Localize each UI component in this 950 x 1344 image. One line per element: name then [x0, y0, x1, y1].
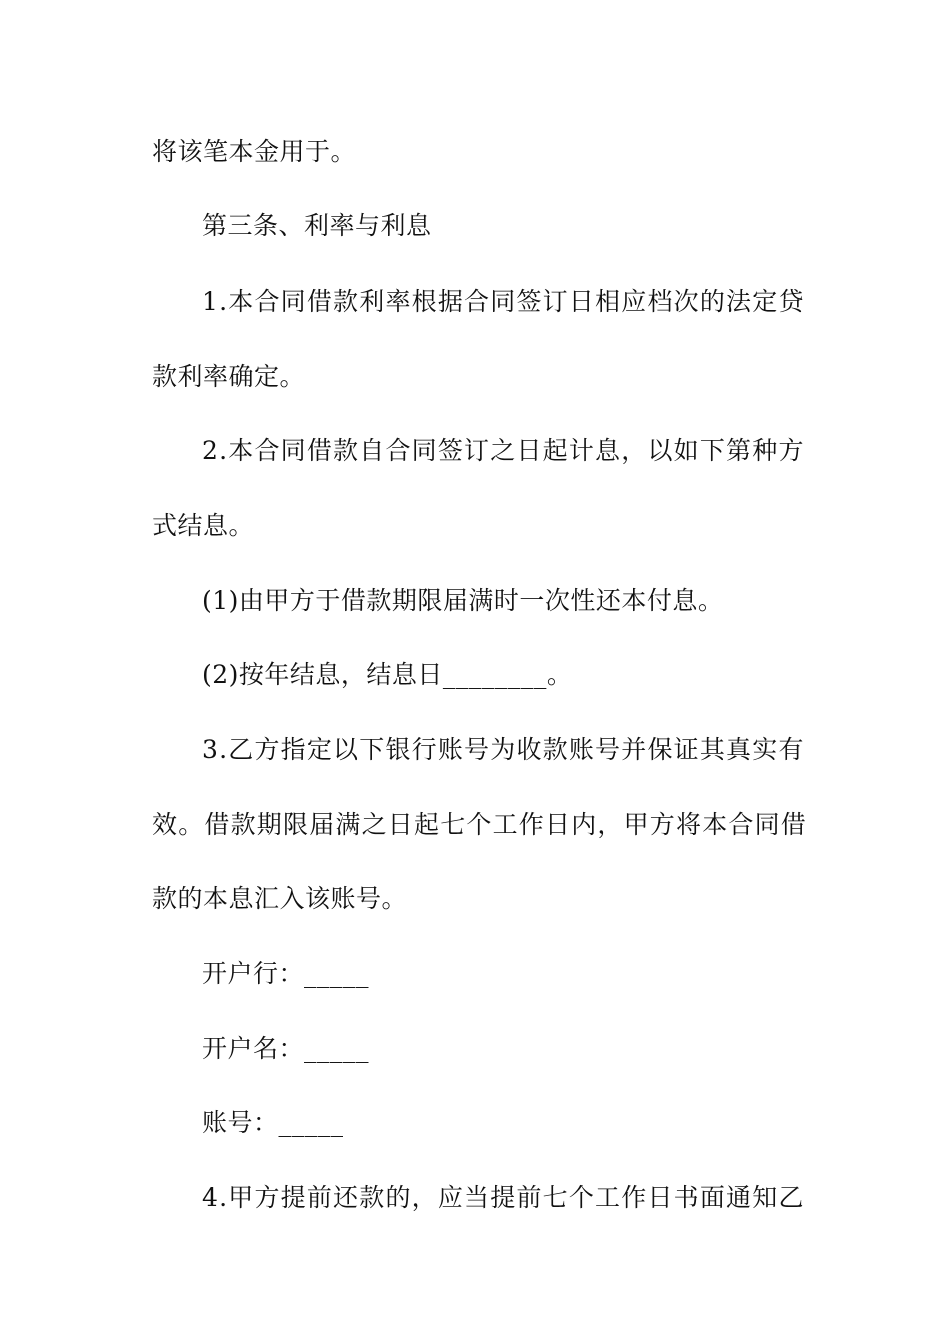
clause-3-line-3: 款的本息汇入该账号。 [152, 884, 408, 913]
clause-3-line-1: 3.乙方指定以下银行账号为收款账号并保证其真实有 [202, 735, 805, 764]
clause-2-option-1: (1)由甲方于借款期限届满时一次性还本付息。 [202, 586, 724, 615]
section-heading: 第三条、利率与利息 [202, 211, 432, 240]
bank-name-field: 开户行：_____ [202, 959, 370, 988]
clause-1-line-1: 1.本合同借款利率根据合同签订日相应档次的法定贷 [202, 287, 805, 316]
account-number-field: 账号：_____ [202, 1108, 344, 1137]
clause-2-line-2: 式结息。 [152, 511, 255, 540]
text-line: 将该笔本金用于。 [152, 137, 357, 166]
clause-1-line-2: 款利率确定。 [152, 362, 306, 391]
clause-4-line-1: 4.甲方提前还款的，应当提前七个工作日书面通知乙 [202, 1183, 805, 1212]
clause-2-line-1: 2.本合同借款自合同签订之日起计息，以如下第种方 [202, 436, 805, 465]
clause-2-option-2: (2)按年结息，结息日________。 [202, 660, 573, 689]
clause-3-line-2: 效。借款期限届满之日起七个工作日内，甲方将本合同借 [152, 810, 808, 839]
account-name-field: 开户名：_____ [202, 1034, 370, 1063]
